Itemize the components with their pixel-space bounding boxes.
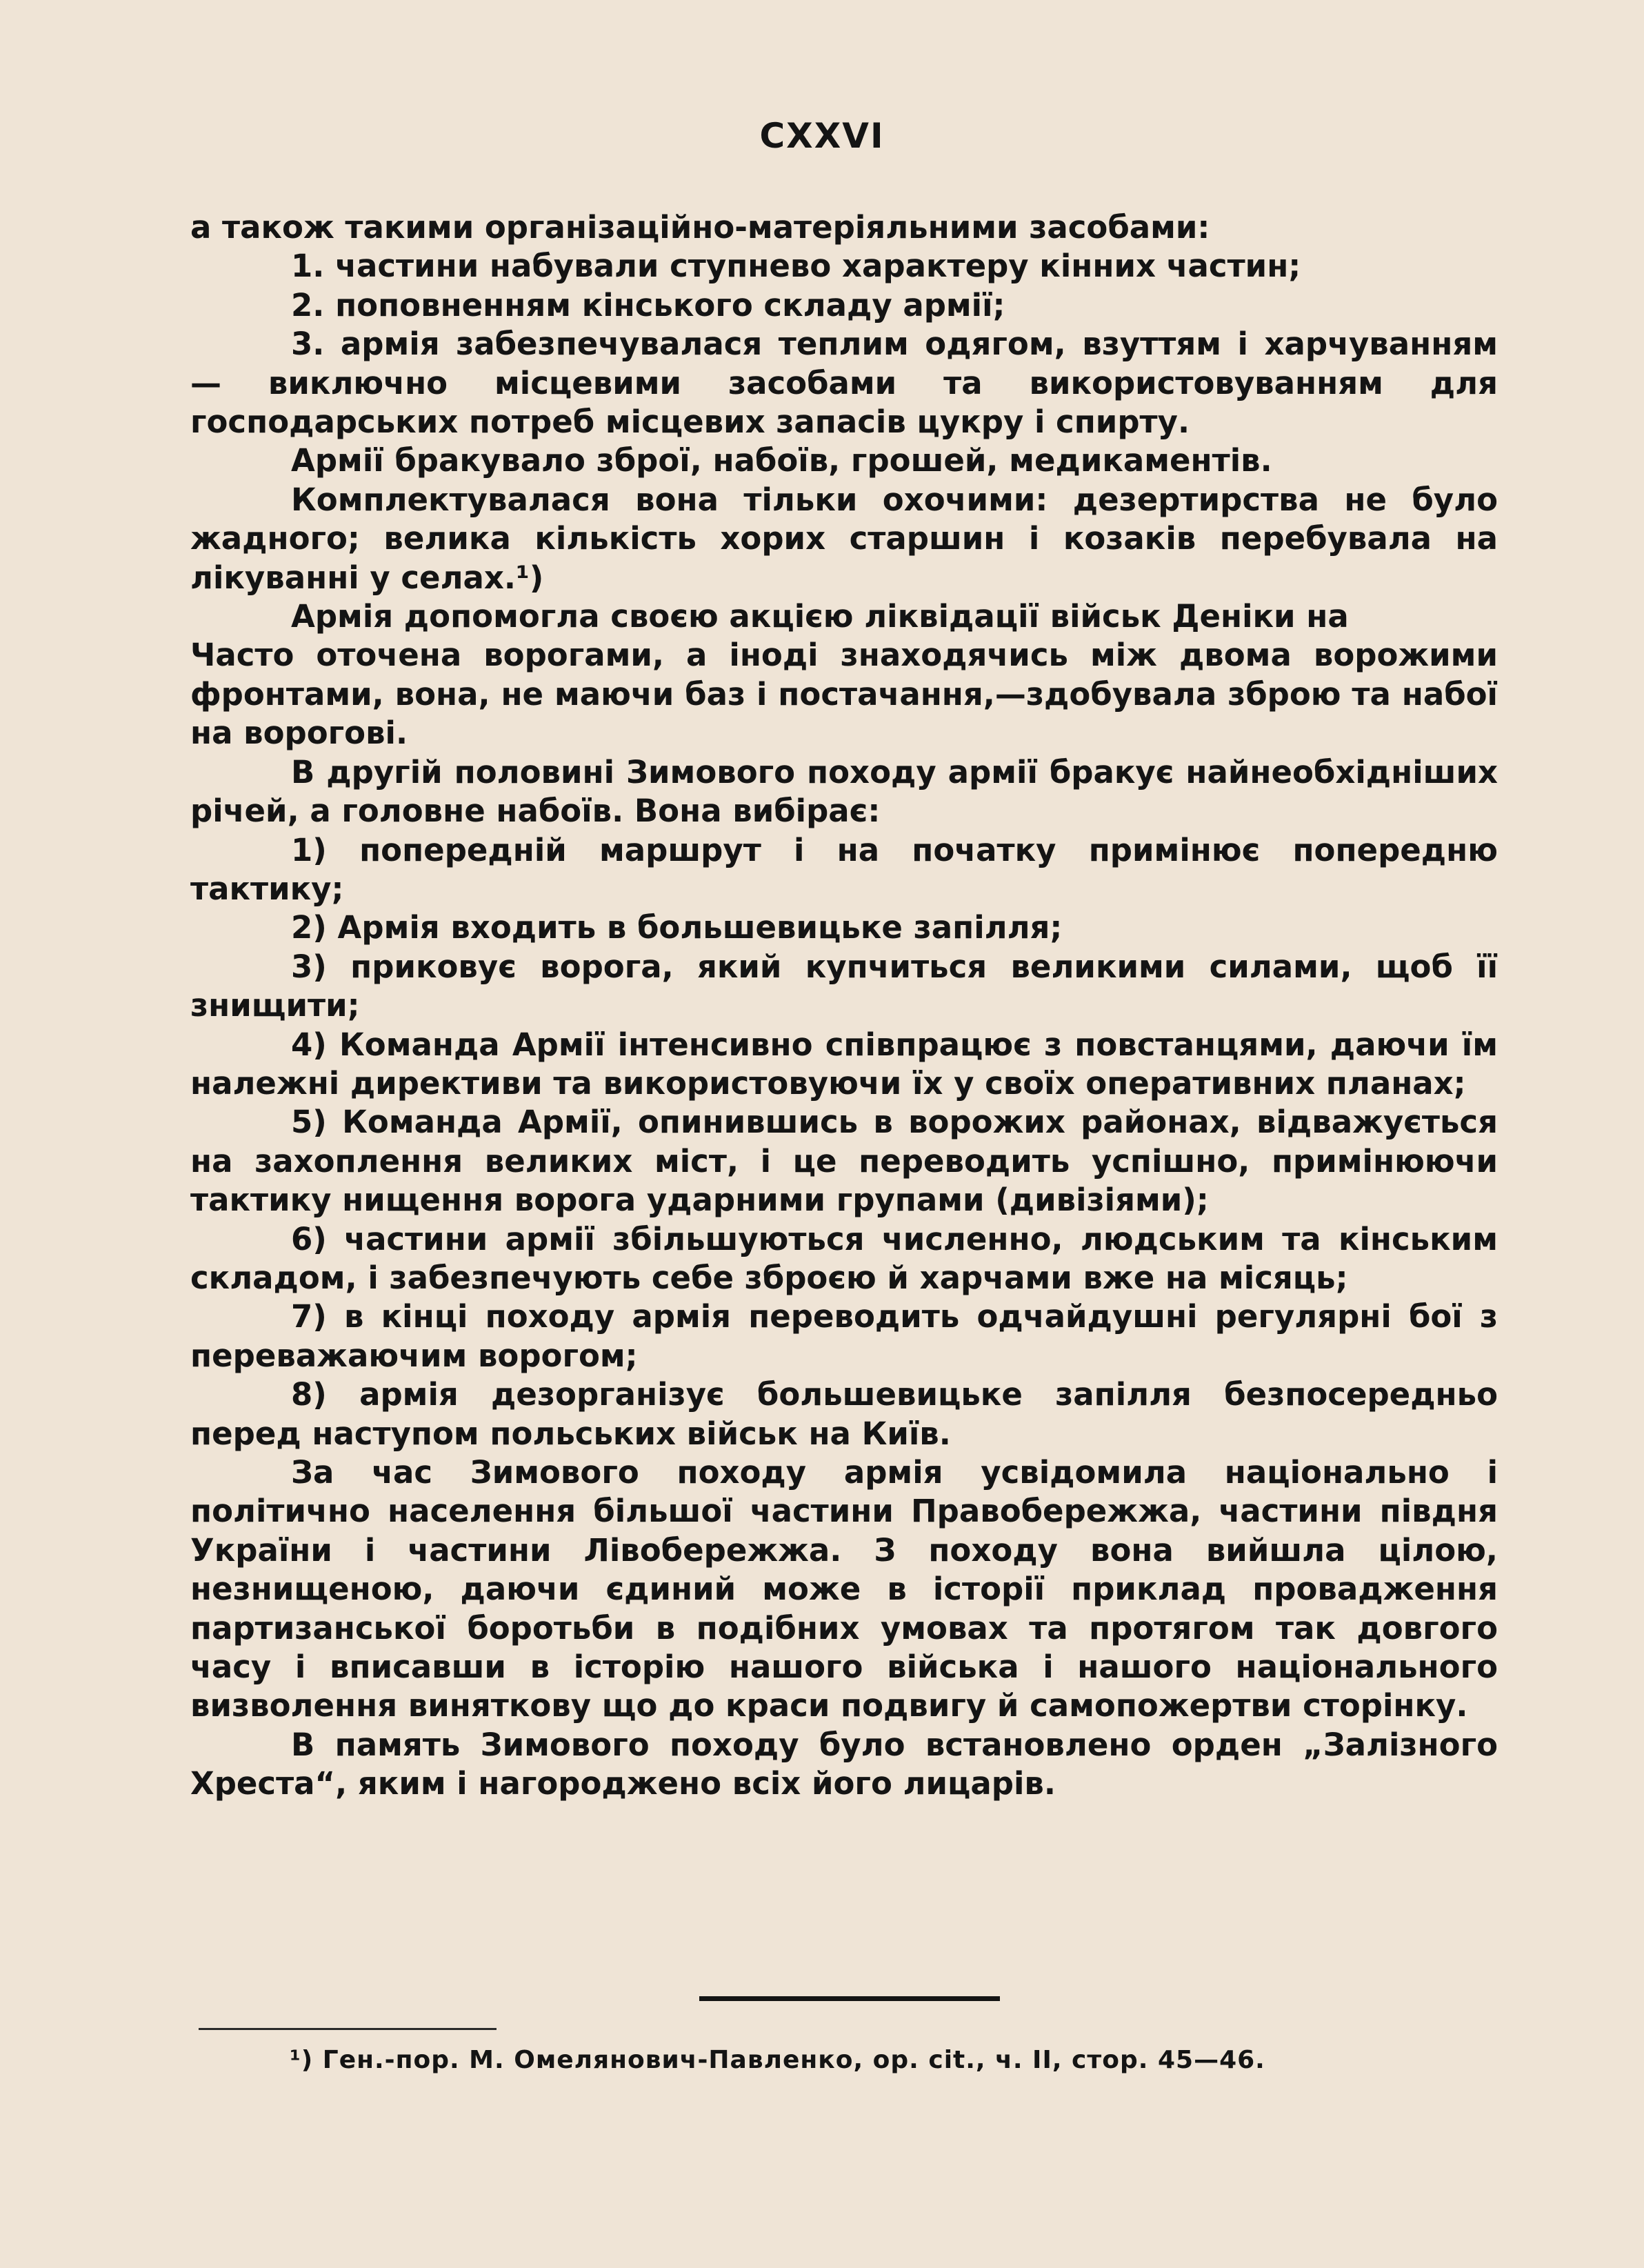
list-item: 1. частини набували ступнево характеру кінних частин; [291,248,1301,285]
footnote-rule [199,2028,497,2030]
main-text [190,208,1498,1804]
footnote: ¹) Ген.-пор. М. Омелянович-Павленко, ор. cit., ч. II, стор. 45—46. [290,2046,1265,2074]
paragraph: В другій половині Зимового походу армії бракує найнеобхідніших річей, а головне набоїв. Вона вибірає: [190,753,1498,830]
section-divider [699,1996,1000,2001]
page-number: CXXVI [759,116,885,156]
list-item: 2) Армія входить в большевицьке запілля; [291,909,1063,946]
list-item: 4) Команда Армії інтенсивно співпрацює з повстанцями, даючи їм належні директиви та використовуючи їх у своїх оперативних планах; [190,1026,1498,1102]
paragraph: Часто оточена ворогами, а іноді знаходячись між двома ворожими фронтами, вона, не маючи баз і постачання,—здобувала зброю та набої на ворогові. [190,637,1498,752]
list-item: 8) армія дезорганізує большевицьке запілля безпосередньо перед наступом польських військ на Київ. [190,1376,1498,1452]
list-item: 2. поповненням кінського складу армії; [291,286,1005,324]
paragraph: Армія допомогла своєю акцією ліквідації військ Деніки на [291,598,1349,635]
list-item: 7) в кінці походу армія переводить одчайдушні регулярні бої з переважаючим ворогом; [190,1298,1498,1374]
paragraph: Комплектувалася вона тільки охочими: дезертирства не було жадного; велика кількість хорих старшин і козаків перебувала на лікуванні у селах.¹) [190,481,1498,596]
list-item: 3) приковує ворога, який купчиться великими силами, щоб її знищити; [190,948,1498,1024]
paragraph: а також такими організаційно-матеріяльними засобами: [190,209,1210,246]
paragraph: В память Зимового походу було встановлено орден „Залізного Хреста“, яким і нагороджено всіх його лицарів. [190,1726,1498,1802]
list-item: 6) частини армії збільшуються численно, людським та кінським складом, і забезпечують себе зброєю й харчами вже на місяць; [190,1220,1498,1296]
list-item: 1) попередній маршрут і на початку примінює попередню тактику; [190,831,1498,907]
list-item: 5) Команда Армії, опинившись в ворожих районах, відважується на захоплення великих міст, і це переводить успішно, примінюючи тактику нищення ворога ударними групами (дивізіями); [190,1104,1498,1219]
list-item: 3. армія забезпечувалася теплим одягом, взуттям і харчуванням — виключно місцевими засобами та використовуванням для господарських потреб місцевих запасів цукру і спирту. [190,326,1498,441]
paragraph: За час Зимового походу армія усвідомила національно і політично населення більшої частини Правобережжа, частини півдня України і частини Лівобережжа. З походу вона вийшла цілою, незнищеною, даючи єдиний може в історії приклад провадження партизанської боротьби в подібних умовах та протягом так довгого часу і вписавши в історію нашого війська і нашого національного визволення виняткову що до краси подвигу й самопожертви сторінку. [190,1454,1498,1724]
paragraph: Армії бракувало зброї, набоїв, грошей, медикаментів. [291,442,1272,479]
